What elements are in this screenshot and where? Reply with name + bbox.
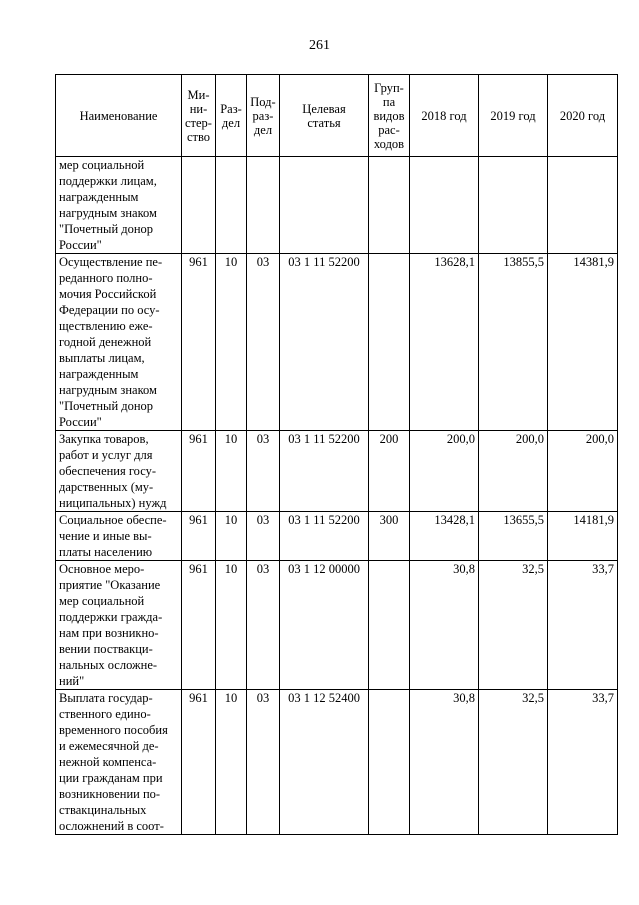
header-expense-group: Груп- па видов рас- ходов	[369, 75, 410, 157]
cell-subsection: 03	[247, 254, 280, 431]
cell-target: 03 1 11 52200	[280, 431, 369, 512]
cell-2020	[548, 157, 618, 254]
cell-target: 03 1 12 52400	[280, 690, 369, 835]
budget-table	[55, 74, 618, 835]
cell-ministry: 961	[182, 431, 216, 512]
cell-expense-group	[369, 561, 410, 690]
cell-ministry: 961	[182, 512, 216, 561]
cell-2020: 33,7	[548, 561, 618, 690]
cell-target	[280, 157, 369, 254]
cell-section: 10	[216, 512, 247, 561]
cell-2019: 32,5	[479, 561, 548, 690]
cell-subsection: 03	[247, 512, 280, 561]
table-body	[56, 157, 618, 835]
cell-2020: 33,7	[548, 690, 618, 835]
cell-name: Социальное обеспе- чение и иные вы- платы населению	[56, 512, 182, 561]
cell-ministry	[182, 157, 216, 254]
cell-section	[216, 157, 247, 254]
header-subsection: Под- раз- дел	[247, 75, 280, 157]
header-section: Раз- дел	[216, 75, 247, 157]
cell-2018: 200,0	[410, 431, 479, 512]
cell-section: 10	[216, 431, 247, 512]
cell-2019: 32,5	[479, 690, 548, 835]
table-row	[56, 690, 618, 835]
cell-expense-group: 200	[369, 431, 410, 512]
table-row	[56, 512, 618, 561]
header-row	[56, 75, 618, 157]
cell-name: Осуществление пе- реданного полно- мочия Российской Федерации по осу- ществлению еже- годной денежной выплаты лицам, награжденным нагрудным знаком "Почетный донор России"	[56, 254, 182, 431]
cell-name: Закупка товаров, работ и услуг для обеспечения госу- дарственных (му- ниципальных) нужд	[56, 431, 182, 512]
cell-2020: 14381,9	[548, 254, 618, 431]
cell-2018: 30,8	[410, 690, 479, 835]
cell-2019: 13655,5	[479, 512, 548, 561]
header-target: Целевая статья	[280, 75, 369, 157]
cell-name: Выплата государ- ственного едино- временного пособия и ежемесячной де- нежной компенса- ции гражданам при возникновении по- ствакцинальных осложнений в соот-	[56, 690, 182, 835]
cell-target: 03 1 11 52200	[280, 254, 369, 431]
cell-name: мер социальной поддержки лицам, награжденным нагрудным знаком "Почетный донор России"	[56, 157, 182, 254]
cell-subsection: 03	[247, 690, 280, 835]
cell-2018: 13628,1	[410, 254, 479, 431]
cell-subsection	[247, 157, 280, 254]
header-2020: 2020 год	[548, 75, 618, 157]
cell-expense-group: 300	[369, 512, 410, 561]
cell-name: Основное меро- приятие "Оказание мер социальной поддержки гражда- нам при возникно- вении поствакци- нальных осложне- ний"	[56, 561, 182, 690]
page-number: 261	[309, 38, 330, 53]
cell-subsection: 03	[247, 431, 280, 512]
table-row	[56, 431, 618, 512]
header-name: Наименование	[56, 75, 182, 157]
cell-expense-group	[369, 254, 410, 431]
cell-target: 03 1 12 00000	[280, 561, 369, 690]
cell-expense-group	[369, 157, 410, 254]
cell-ministry: 961	[182, 561, 216, 690]
cell-2018: 30,8	[410, 561, 479, 690]
cell-section: 10	[216, 254, 247, 431]
header-2019: 2019 год	[479, 75, 548, 157]
cell-2019: 200,0	[479, 431, 548, 512]
cell-target: 03 1 11 52200	[280, 512, 369, 561]
cell-expense-group	[369, 690, 410, 835]
cell-2018: 13428,1	[410, 512, 479, 561]
table-row	[56, 561, 618, 690]
header-2018: 2018 год	[410, 75, 479, 157]
cell-section: 10	[216, 690, 247, 835]
cell-2018	[410, 157, 479, 254]
cell-section: 10	[216, 561, 247, 690]
table-row	[56, 254, 618, 431]
header-ministry: Ми- ни- стер- ство	[182, 75, 216, 157]
cell-ministry: 961	[182, 254, 216, 431]
cell-2020: 200,0	[548, 431, 618, 512]
table-row	[56, 157, 618, 254]
cell-subsection: 03	[247, 561, 280, 690]
cell-ministry: 961	[182, 690, 216, 835]
cell-2019: 13855,5	[479, 254, 548, 431]
cell-2020: 14181,9	[548, 512, 618, 561]
cell-2019	[479, 157, 548, 254]
